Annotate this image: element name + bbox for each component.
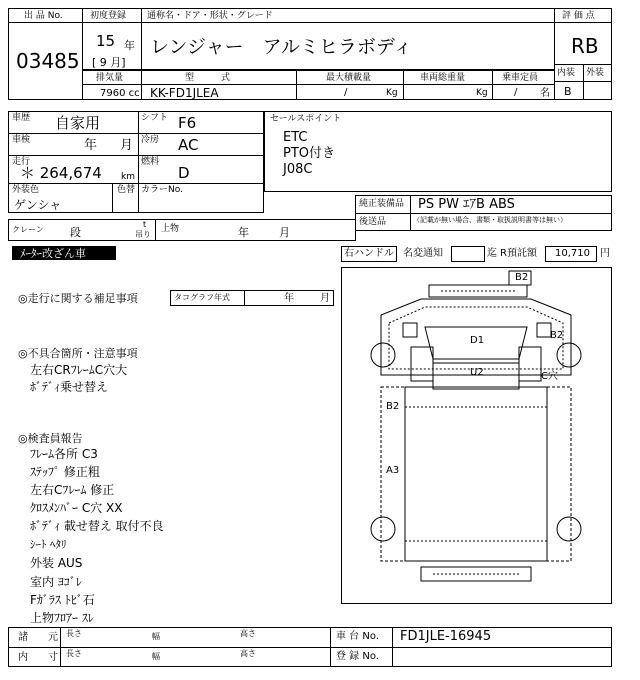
sales-line-2: J08C [283, 162, 313, 177]
crane-row [8, 219, 356, 241]
recycle-deposit-value: 10,710 [555, 248, 590, 259]
inspector-heading: ◎検査員報告 [18, 432, 83, 445]
inspector-9: 上物ﾌﾛｱｰ ｽﾚ [30, 611, 94, 625]
color-value: ゲンシャ [14, 198, 62, 212]
mark-frame: U2 [470, 367, 484, 378]
defects-heading: ◎不具合箇所・注意事項 [18, 347, 138, 360]
model-code: KK-FD1JLEA [150, 86, 219, 100]
driving-heading: ◎走行に関する補足事項 [18, 292, 138, 305]
inspector-2: 左右Cﾌﾚｰﾑ 修正 [30, 483, 115, 497]
reg-year: 15 [96, 32, 116, 50]
mark-cross-member: C穴 [541, 371, 558, 382]
mark-windshield: D1 [470, 335, 485, 346]
defect-1: ﾎﾞﾃﾞｨ乗せ替え [30, 380, 109, 394]
inspector-5: ｼｰﾄ ﾍﾀﾘ [30, 538, 67, 551]
inspector-7: 室内 ﾖｺﾞﾚ [30, 575, 82, 589]
mark-right-front: B2 [550, 330, 564, 341]
name-change-box [451, 246, 485, 262]
equipment-value: PS PW ｴｱB ABS [418, 197, 515, 212]
chassis-number: FD1JLE-16945 [400, 629, 492, 644]
defect-0: 左右CRﾌﾚｰﾑC穴大 [30, 363, 128, 377]
inspector-4: ﾎﾞﾃﾞｨ 載せ替え 取付不良 [30, 519, 164, 533]
lot-label: 出 品 No. [24, 11, 63, 21]
interior-grade: B [564, 85, 572, 98]
mark-left-rear: A3 [386, 465, 400, 476]
inspector-0: ﾌﾚｰﾑ各所 C3 [30, 447, 98, 461]
sales-line-0: ETC [283, 130, 308, 145]
inspector-6: 外装 AUS [30, 556, 83, 570]
fuel-value: D [178, 164, 190, 182]
interior-label: 内装 [557, 68, 576, 78]
inspector-3: ｸﾛｽﾒﾝﾊﾞｰ C穴 XX [30, 501, 123, 515]
name-label: 通称名・ドア・形状・グレード [147, 11, 273, 21]
reg-label: 初度登録 [90, 11, 127, 21]
mark-front-bumper: B2 [515, 272, 529, 283]
mark-left-side: B2 [386, 401, 400, 412]
truck-outline-diagram [341, 267, 612, 604]
grade-label: 評 価 点 [562, 11, 595, 21]
inspector-8: Fｶﾞﾗｽ ﾄﾋﾞ石 [30, 593, 95, 607]
mileage-value: ＊ 264,674 [20, 164, 102, 182]
inspector-1: ｽﾃｯﾌﾟ 修正粗 [30, 465, 100, 479]
ac-value: AC [178, 136, 199, 154]
displacement: 7960 cc [100, 88, 140, 99]
history-value: 自家用 [55, 114, 101, 132]
sales-line-1: PTO付き [283, 146, 336, 161]
exterior-label: 外装 [586, 68, 605, 78]
grade-value: RB [571, 34, 599, 58]
reg-month: [ 9 月] [92, 56, 126, 69]
lot-number: 03485 [16, 49, 80, 73]
vehicle-name: レンジャー アルミヒラボディ [150, 36, 413, 58]
shift-value: F6 [178, 114, 197, 132]
